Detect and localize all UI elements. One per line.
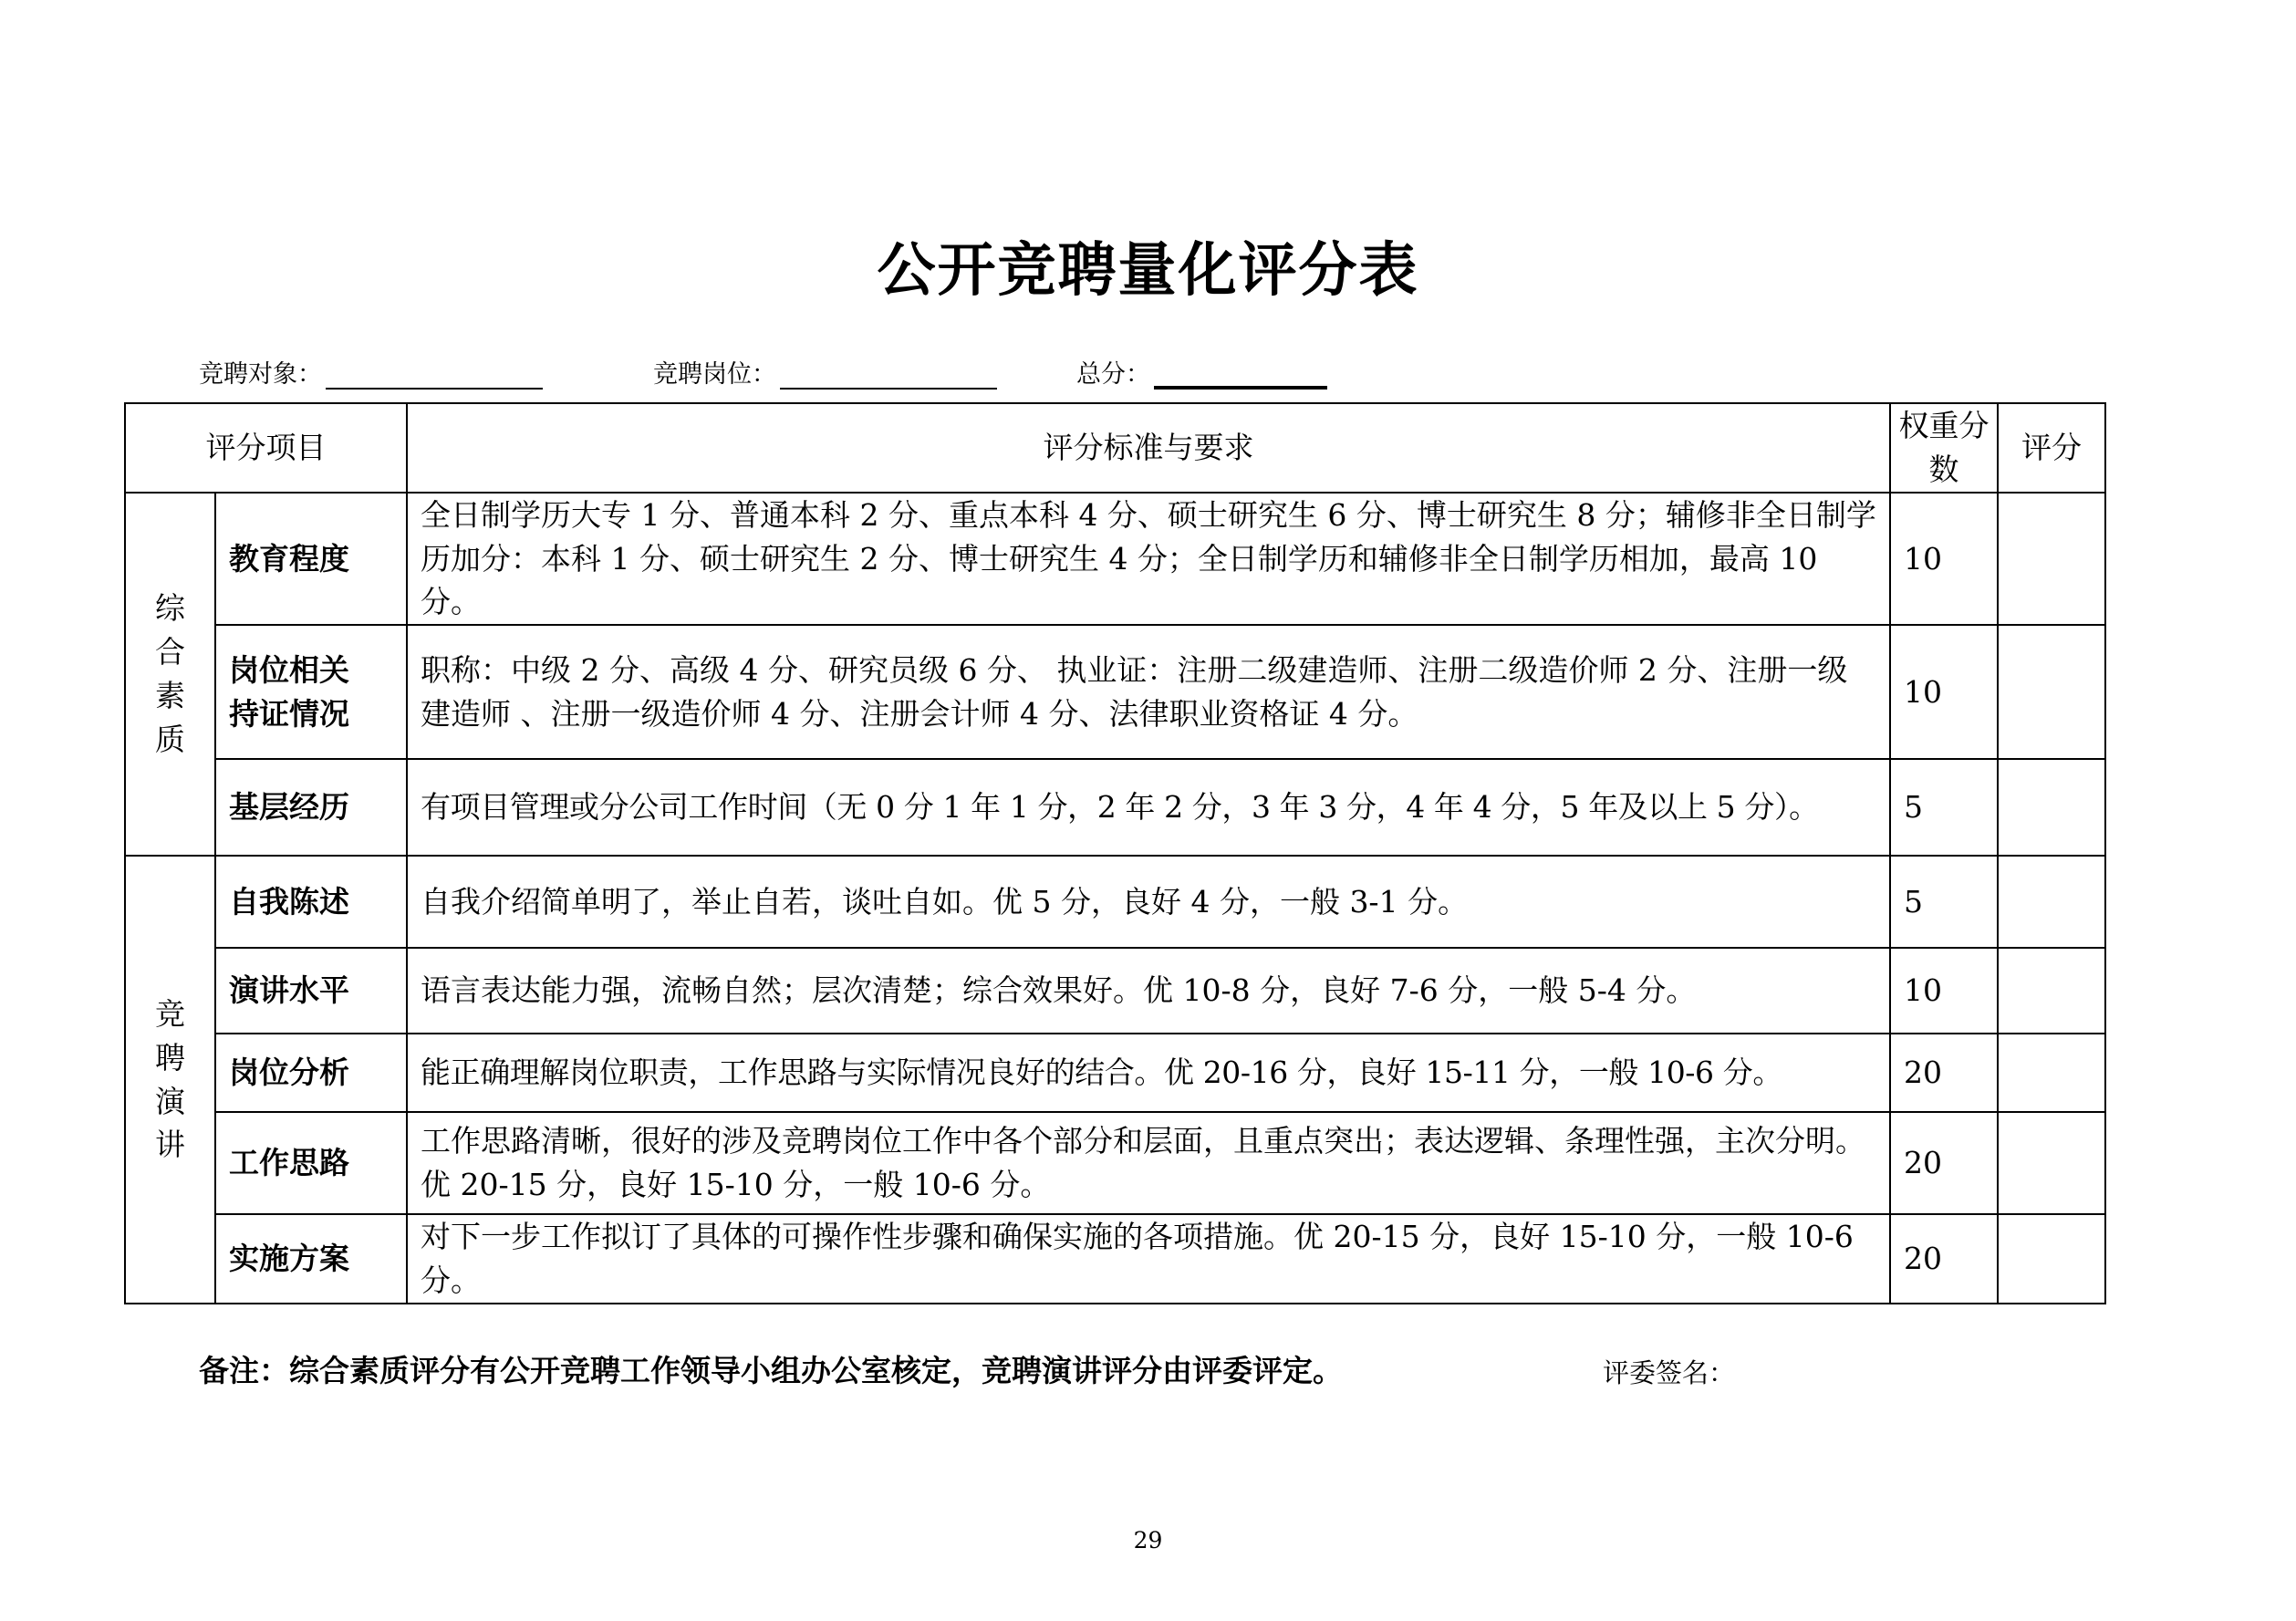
signature-label: 评委签名： bbox=[1603, 1357, 1736, 1388]
table-row bbox=[125, 493, 2105, 626]
item-cell: 演讲水平 bbox=[215, 948, 407, 1034]
total-blank[interactable] bbox=[1154, 360, 1327, 390]
table-row bbox=[125, 1214, 2105, 1304]
item-cell: 教育程度 bbox=[215, 493, 407, 626]
item-cell: 实施方案 bbox=[215, 1214, 407, 1304]
item-cell bbox=[215, 625, 407, 759]
remark-note: 备注：综合素质评分有公开竞聘工作领导小组办公室核定，竞聘演讲评分由评委评定。 bbox=[199, 1353, 1343, 1388]
table-row bbox=[125, 1112, 2105, 1214]
item-cell: 自我陈述 bbox=[215, 856, 407, 948]
category-cell bbox=[125, 493, 215, 857]
table-row bbox=[125, 856, 2105, 948]
position-blank[interactable] bbox=[780, 362, 997, 390]
weight-cell: 20 bbox=[1890, 1214, 1998, 1304]
total-field bbox=[1076, 354, 1327, 390]
category-label: 竞聘演讲 bbox=[154, 995, 185, 1163]
table-row bbox=[125, 759, 2105, 856]
item-cell: 岗位分析 bbox=[215, 1034, 407, 1112]
header-score: 评分 bbox=[1998, 403, 2105, 493]
category-label: 综合素质 bbox=[154, 590, 185, 757]
score-cell[interactable] bbox=[1998, 1034, 2105, 1112]
criteria-cell: 职称：中级 2 分、高级 4 分、研究员级 6 分、 执业证：注册二级建造师、注册二级造价师 2 分、注册一级建造师 、注册一级造价师 4 分、注册会计师 4 分、法律职业资格证 4 分。 bbox=[407, 625, 1890, 759]
weight-cell: 20 bbox=[1890, 1034, 1998, 1112]
total-label: 总分： bbox=[1076, 360, 1150, 389]
table-row bbox=[125, 625, 2105, 759]
weight-cell: 10 bbox=[1890, 948, 1998, 1034]
candidate-blank[interactable] bbox=[326, 362, 543, 390]
item-cell: 基层经历 bbox=[215, 759, 407, 856]
criteria-cell: 语言表达能力强，流畅自然；层次清楚；综合效果好。优 10-8 分，良好 7-6 分，一般 5-4 分。 bbox=[407, 948, 1890, 1034]
position-field bbox=[653, 354, 997, 390]
category-cell bbox=[125, 856, 215, 1304]
weight-cell: 10 bbox=[1890, 625, 1998, 759]
score-cell[interactable] bbox=[1998, 625, 2105, 759]
score-cell[interactable] bbox=[1998, 493, 2105, 626]
table-header-row bbox=[125, 403, 2105, 493]
page-number: 29 bbox=[1133, 1527, 1163, 1553]
criteria-cell: 对下一步工作拟订了具体的可操作性步骤和确保实施的各项措施。优 20-15 分，良好 15-10 分，一般 10-6 分。 bbox=[407, 1214, 1890, 1304]
table-row bbox=[125, 1034, 2105, 1112]
weight-cell: 10 bbox=[1890, 493, 1998, 626]
candidate-field bbox=[199, 354, 543, 390]
item-cell: 工作思路 bbox=[215, 1112, 407, 1214]
criteria-cell: 自我介绍简单明了，举止自若，谈吐自如。优 5 分，良好 4 分，一般 3-1 分。 bbox=[407, 856, 1890, 948]
weight-cell: 20 bbox=[1890, 1112, 1998, 1214]
candidate-label: 竞聘对象： bbox=[199, 360, 322, 389]
position-label: 竞聘岗位： bbox=[653, 360, 776, 389]
page-title: 公开竞聘量化评分表 bbox=[877, 237, 1419, 305]
score-cell[interactable] bbox=[1998, 1112, 2105, 1214]
header-criteria: 评分标准与要求 bbox=[407, 403, 1890, 493]
scoring-table bbox=[124, 402, 2106, 1304]
score-cell[interactable] bbox=[1998, 856, 2105, 948]
header-weight: 权重分数 bbox=[1890, 403, 1998, 493]
criteria-cell: 有项目管理或分公司工作时间（无 0 分 1 年 1 分，2 年 2 分，3 年 3 分，4 年 4 分，5 年及以上 5 分）。 bbox=[407, 759, 1890, 856]
criteria-cell: 全日制学历大专 1 分、普通本科 2 分、重点本科 4 分、硕士研究生 6 分、博士研究生 8 分；辅修非全日制学历加分：本科 1 分、硕士研究生 2 分、博士研究生 4 分；全日制学历和辅修非全日制学历相加，最高 10 分。 bbox=[407, 493, 1890, 626]
score-cell[interactable] bbox=[1998, 759, 2105, 856]
weight-cell: 5 bbox=[1890, 856, 1998, 948]
header-item: 评分项目 bbox=[125, 403, 407, 493]
item-label: 岗位相关持证情况 bbox=[229, 651, 349, 732]
table-row bbox=[125, 948, 2105, 1034]
criteria-cell: 工作思路清晰，很好的涉及竞聘岗位工作中各个部分和层面，且重点突出；表达逻辑、条理性强，主次分明。优 20-15 分，良好 15-10 分，一般 10-6 分。 bbox=[407, 1112, 1890, 1214]
score-cell[interactable] bbox=[1998, 1214, 2105, 1304]
weight-cell: 5 bbox=[1890, 759, 1998, 856]
criteria-cell: 能正确理解岗位职责，工作思路与实际情况良好的结合。优 20-16 分，良好 15-11 分，一般 10-6 分。 bbox=[407, 1034, 1890, 1112]
score-cell[interactable] bbox=[1998, 948, 2105, 1034]
